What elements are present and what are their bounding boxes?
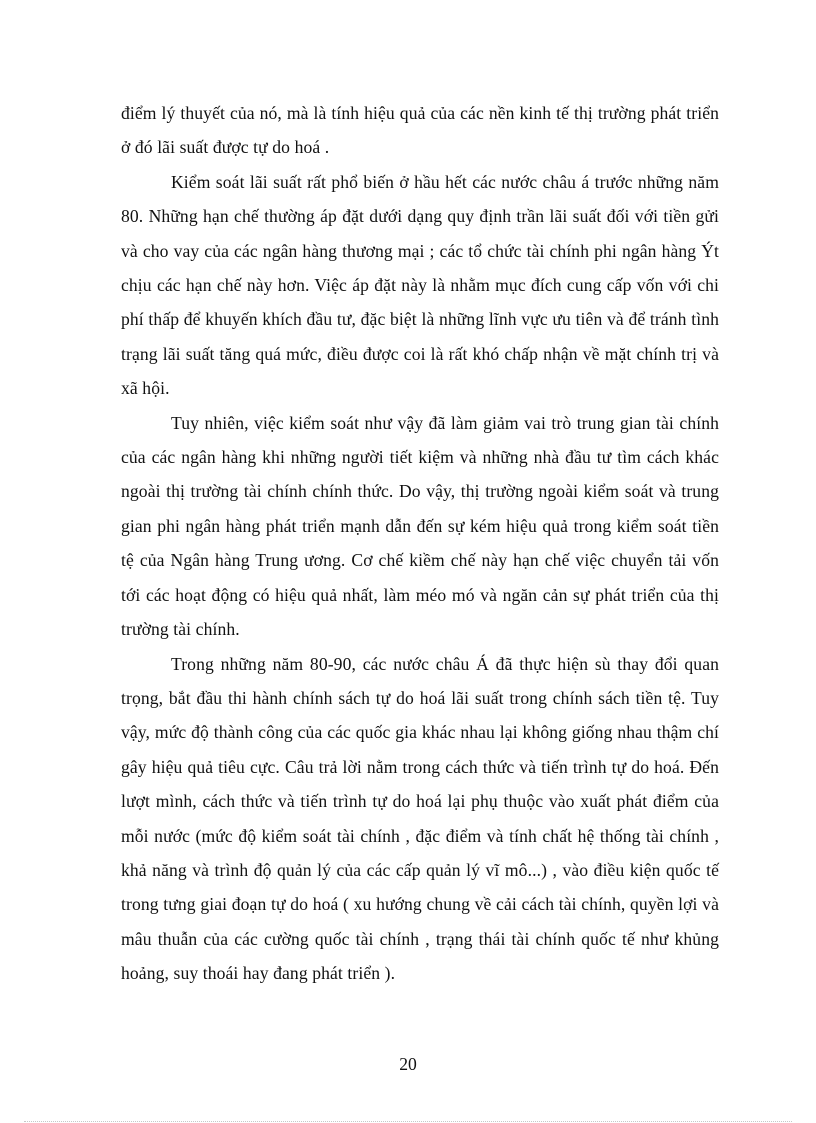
paragraph-continuation: điểm lý thuyết của nó, mà là tính hiệu quả của các nền kinh tế thị trường phát triển ở đó lãi suất được tự do hoá . [121,103,719,158]
paragraph-financial-intermediation: Tuy nhiên, việc kiểm soát như vậy đã làm giảm vai trò trung gian tài chính của các ngân hàng khi những người tiết kiệm và những nhà đầu tư tìm cách khác ngoài thị trường tài chính chính thức. Do vậy, thị trường ngoài kiểm soát và trung gian phi ngân hàng phát triển mạnh dẫn đến sự kém hiệu quả trong kiểm soát tiền tệ của Ngân hàng Trung ương. Cơ chế kiềm chế này hạn chế việc chuyển tải vốn tới các hoạt động có hiệu quả nhất, làm méo mó và ngăn cản sự phát triển của thị trường tài chính. [121,412,719,640]
body-text [121,96,719,991]
page-number: 20 [399,1054,417,1074]
page-bottom-divider [24,1121,792,1122]
paragraph-interest-rate-control: Kiểm soát lãi suất rất phổ biến ở hầu hết các nước châu á trước những năm 80. Những hạn chế thường áp đặt dưới dạng quy định trần lãi suất đối với tiền gửi và cho vay của các ngân hàng thương mại ; các tổ chức tài chính phi ngân hàng Ýt chịu các hạn chế này hơn. Việc áp đặt này là nhằm mục đích cung cấp vốn với chi phí thấp để khuyến khích đầu tư, đặc biệt là những lĩnh vực ưu tiên và để tránh tình trạng lãi suất tăng quá mức, điều được coi là rất khó chấp nhận về mặt chính trị và xã hội. [121,171,719,399]
paragraph-liberalization: Trong những năm 80-90, các nước châu Á đã thực hiện sù thay đổi quan trọng, bắt đầu thi hành chính sách tự do hoá lãi suất trong chính sách tiền tệ. Tuy vậy, mức độ thành công của các quốc gia khác nhau lại không giống nhau thậm chí gây hiệu quả tiêu cực. Câu trả lời nằm trong cách thức và tiến trình tự do hoá. Đến lượt mình, cách thức và tiến trình tự do hoá lại phụ thuộc vào xuất phát điểm của mỗi nước (mức độ kiểm soát tài chính , đặc điểm và tính chất hệ thống tài chính , khả năng và trình độ quản lý của các cấp quản lý vĩ mô...) , vào điều kiện quốc tế trong tưng giai đoạn tự do hoá ( xu hướng chung về cải cách tài chính, quyền lợi và mâu thuẫn của các cường quốc tài chính , trạng thái tài chính quốc tế như khủng hoảng, suy thoái hay đang phát triển ). [121,653,719,984]
